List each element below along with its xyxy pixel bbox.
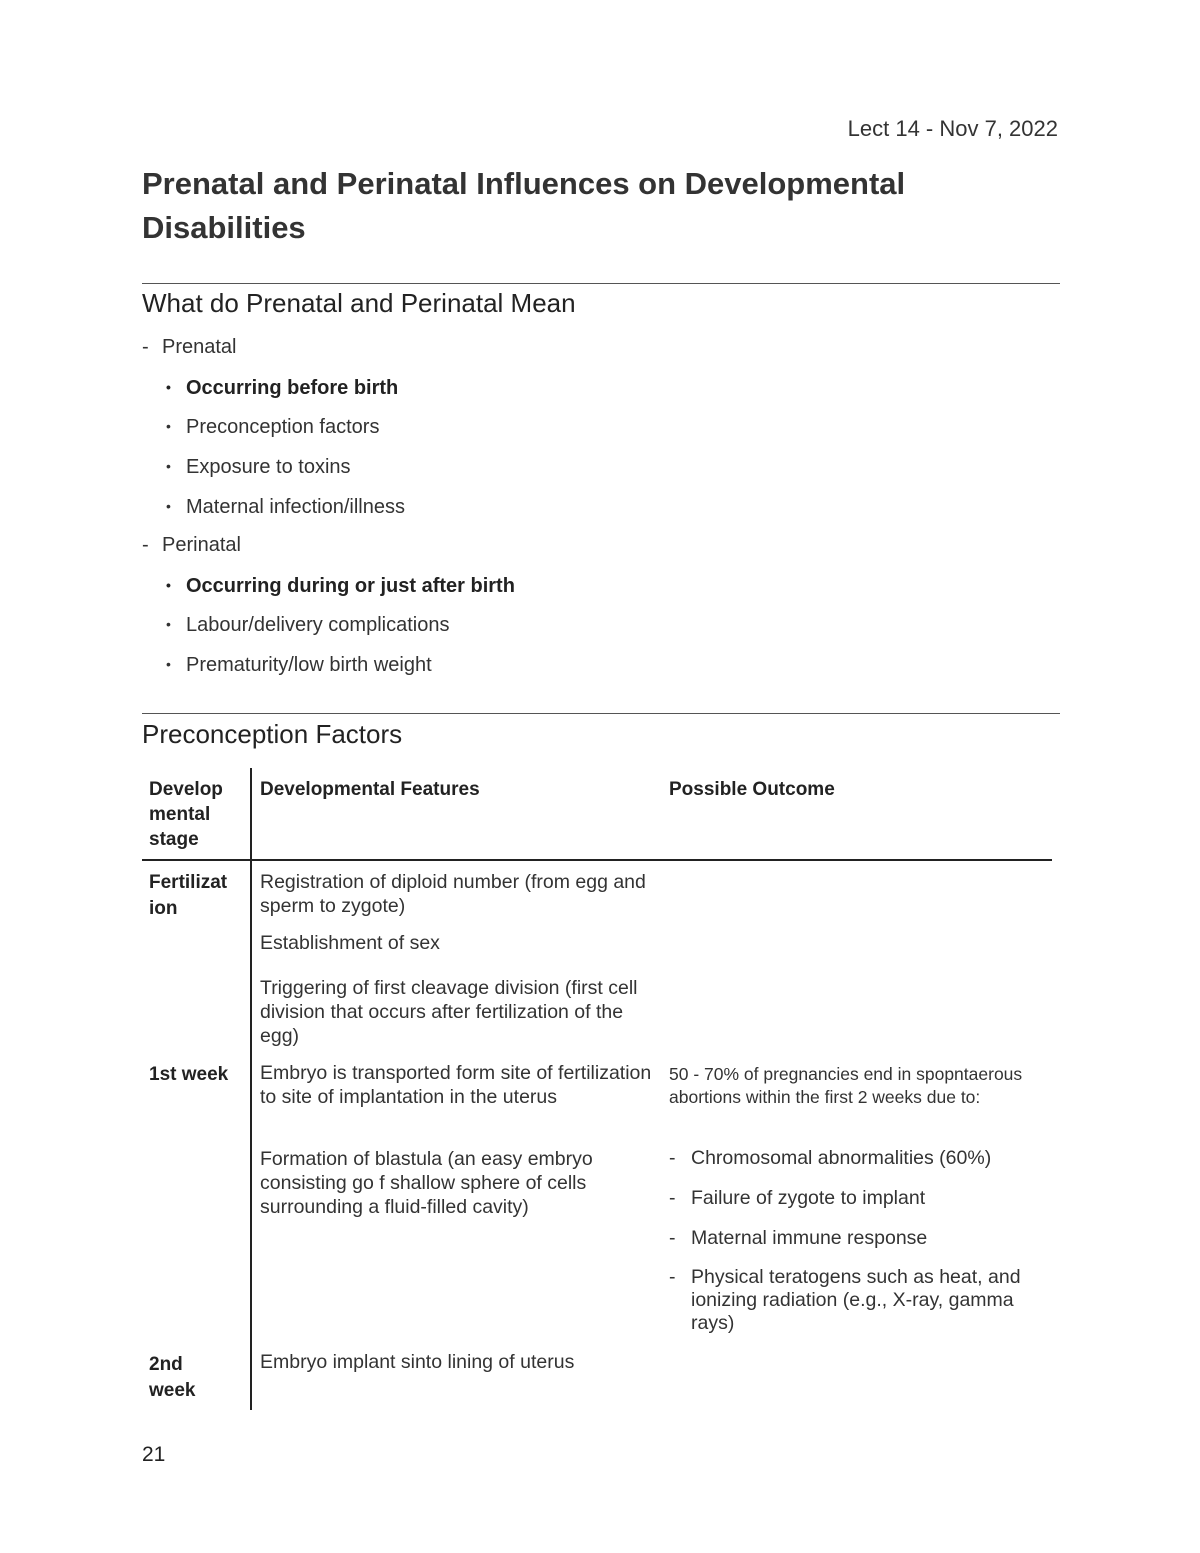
- table-header-outcome: Possible Outcome: [669, 779, 835, 800]
- table-header-stage: Develop mental stage: [149, 779, 223, 850]
- outcome-intro: 50 - 70% of pregnancies end in spopntaerous abortions within the first 2 weeks due to:: [669, 1064, 1023, 1107]
- feature-item: Triggering of first cleavage division (first cell division that occurs after fertilization of the egg): [260, 977, 638, 1047]
- feature-item: Embryo is transported form site of fertilization to site of implantation in the uterus: [260, 1062, 652, 1108]
- stage-fertilization: Fertilizat ion: [149, 872, 228, 919]
- stage-1st-week: 1st week: [149, 1064, 229, 1085]
- lecture-date: Lect 14 - Nov 7, 2022: [847, 116, 1058, 141]
- divider: [142, 713, 1060, 714]
- outcome-item: - Failure of zygote to implant: [669, 1187, 926, 1209]
- outcome-item: - Chromosomal abnormalities (60%): [669, 1147, 992, 1169]
- feature-item: Embryo implant sinto lining of uterus: [260, 1351, 575, 1373]
- page-number: 21: [142, 1443, 166, 1466]
- list-item: • Preconception factors: [166, 416, 380, 438]
- stage-2nd-week: 2nd week: [149, 1354, 196, 1401]
- list-item: • Occurring during or just after birth: [166, 575, 515, 597]
- list-item: • Prematurity/low birth weight: [166, 654, 432, 676]
- page-title: Prenatal and Perinatal Influences on Developmental Disabilities: [142, 166, 906, 245]
- feature-item: Establishment of sex: [260, 932, 440, 954]
- table-header-features: Developmental Features: [260, 779, 480, 800]
- list-item: • Occurring before birth: [166, 377, 399, 399]
- table-header-divider: [142, 859, 1052, 861]
- outcome-item: - Maternal immune response: [669, 1227, 928, 1249]
- feature-item: Formation of blastula (an easy embryo consisting go f shallow sphere of cells surrounding a fluid-filled cavity): [260, 1148, 593, 1218]
- list-item: • Labour/delivery complications: [166, 614, 450, 636]
- outcome-item: - Physical teratogens such as heat, and ionizing radiation (e.g., X-ray, gamma rays): [669, 1266, 1021, 1334]
- section-heading-meaning: What do Prenatal and Perinatal Mean: [142, 288, 576, 318]
- section-heading-preconception: Preconception Factors: [142, 719, 403, 749]
- table-column-divider: [250, 768, 252, 1410]
- list-item: • Maternal infection/illness: [166, 496, 405, 518]
- feature-item: Registration of diploid number (from egg and sperm to zygote): [260, 871, 646, 917]
- list-item-label: Perinatal: [162, 534, 241, 556]
- list-item: • Exposure to toxins: [166, 456, 351, 478]
- list-item-label: Prenatal: [162, 336, 237, 358]
- list-item-perinatal: - Perinatal: [142, 534, 241, 556]
- list-item-prenatal: - Prenatal: [142, 336, 237, 358]
- divider: [142, 283, 1060, 284]
